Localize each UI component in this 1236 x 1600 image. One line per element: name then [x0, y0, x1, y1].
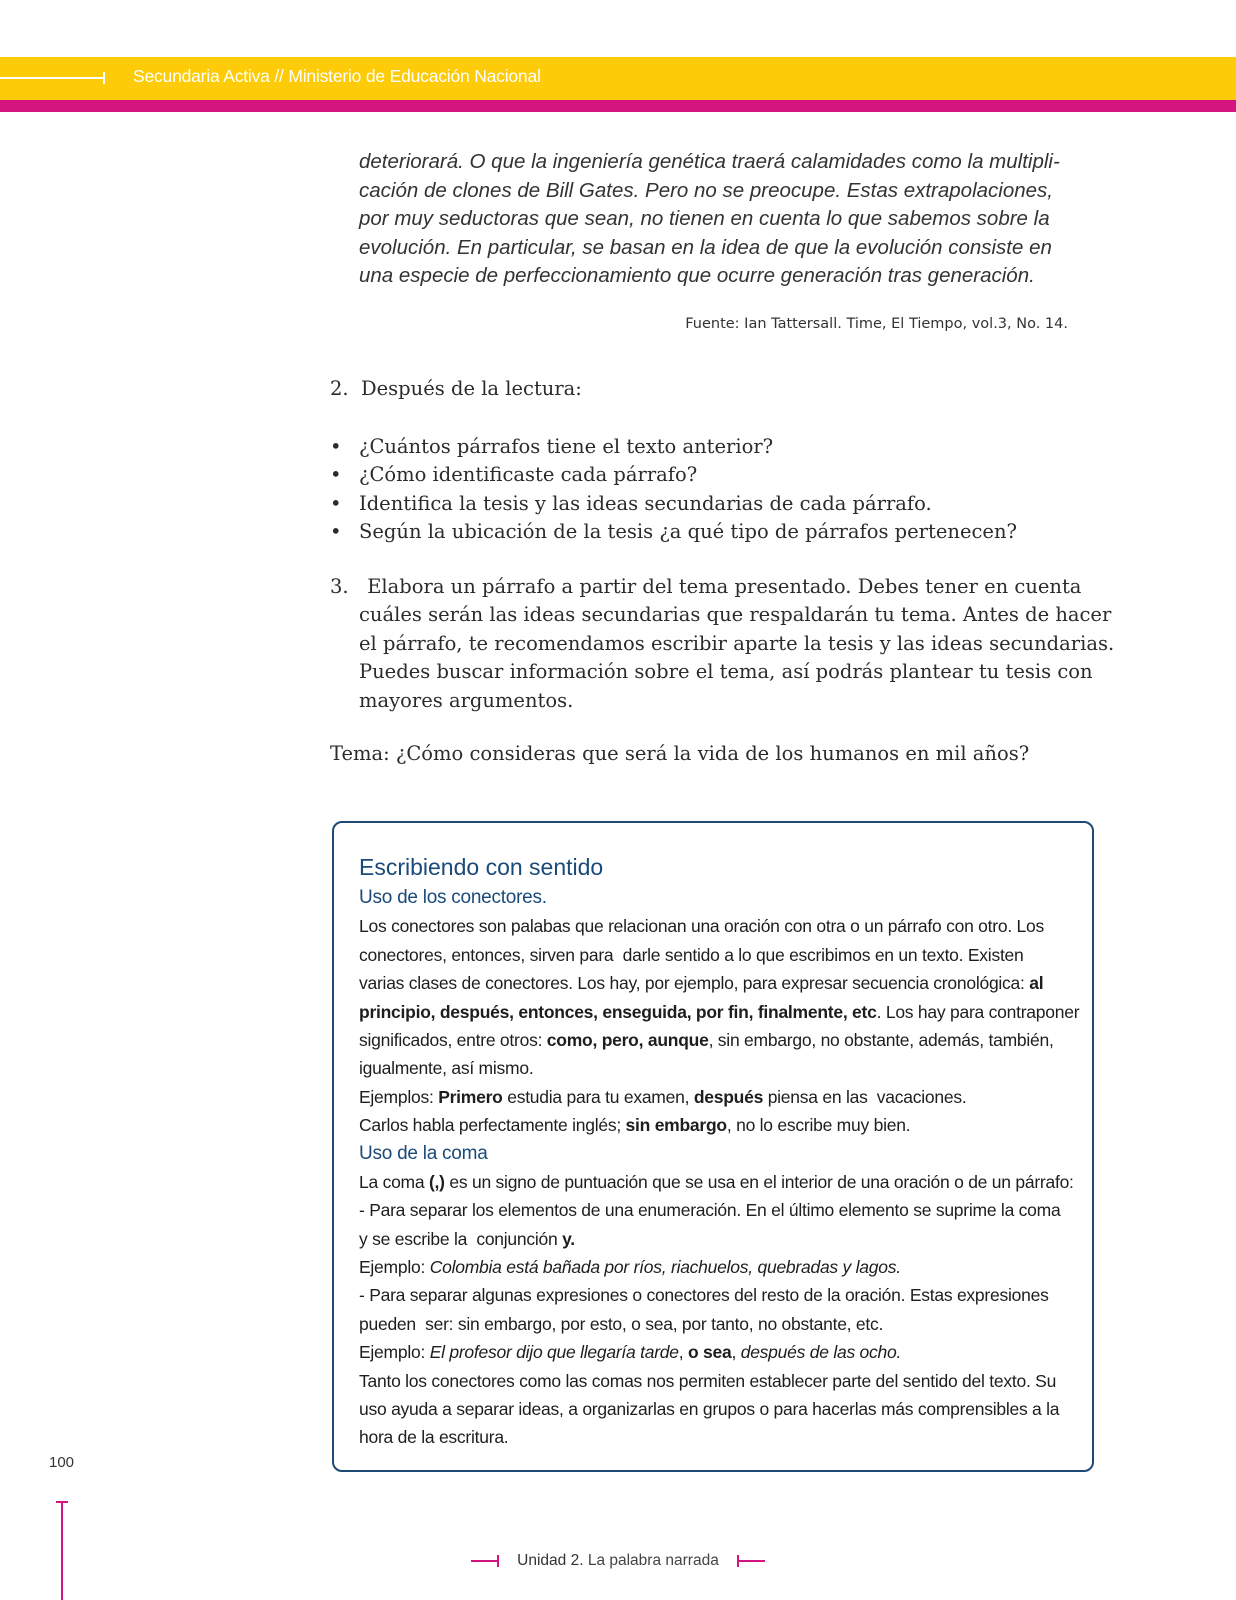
paragraph-line — [359, 1253, 1059, 1281]
header-accent-stripe — [0, 100, 1236, 112]
bold-run: o sea — [687, 1342, 732, 1363]
text-run: piensa en las vacaciones. — [763, 1086, 967, 1107]
list-item — [330, 518, 1017, 546]
question-3-line: el párrafo, te recomendamos escribir aparte la tesis y las ideas secundarias. — [359, 631, 1115, 655]
text-run: Ejemplos: — [359, 1086, 439, 1107]
paragraph-line — [359, 969, 1059, 997]
footer-unit-label — [517, 1552, 719, 1569]
italic-run: Colombia está bañada por ríos, riachuelos, quebradas y lagos. — [429, 1257, 901, 1278]
reading-excerpt — [359, 148, 1071, 291]
list-item-text: ¿Cómo identificaste cada párrafo? — [359, 463, 698, 487]
bold-run: (,) — [428, 1171, 445, 1192]
text-run: es un signo de puntuación que se usa en el interior de una oración o de un párrafo: — [444, 1171, 1074, 1192]
excerpt-line: por muy seductoras que sean, no tienen en cuenta lo que sabemos sobre la — [359, 207, 1050, 230]
question-3-line: 3. Elabora un párrafo a partir del tema presentado. Debes tener en cuenta — [330, 575, 1082, 598]
header-title: Secundaria Activa // Ministerio de Educación Nacional — [133, 66, 541, 86]
bullet-icon: • — [330, 491, 342, 515]
paragraph-line: - Para separar los elementos de una enumeración. En el último elemento se suprime la coma — [359, 1200, 1061, 1221]
question-3-line: mayores argumentos. — [359, 688, 574, 712]
excerpt-line: cación de clones de Bill Gates. Pero no se preocupe. Estas extrapolaciones, — [359, 178, 1053, 202]
text-run: varias clases de conectores. Los hay, por ejemplo, para expresar secuencia cronológica: — [359, 973, 1030, 994]
list-item — [330, 490, 1017, 518]
text-run: Ejemplo: — [359, 1257, 430, 1278]
footer — [0, 1552, 1236, 1570]
topic-prompt: Tema: ¿Cómo consideras que será la vida de los humanos en mil años? — [330, 742, 1030, 765]
paragraph-line: igualmente, así mismo. — [359, 1058, 534, 1079]
margin-rule — [61, 1502, 63, 1600]
paragraph-line: pueden ser: sin embargo, por esto, o sea, por tanto, no obstante, etc. — [359, 1313, 884, 1334]
text-run: significados, entre otros: — [359, 1029, 547, 1050]
bold-run: Primero — [438, 1086, 503, 1107]
paragraph-line — [359, 1338, 1059, 1366]
section-heading-connectors: Uso de los conectores. — [359, 887, 547, 908]
text-run: , — [731, 1342, 741, 1363]
excerpt-line: deteriorará. O que la ingeniería genética traerá calamidades como la multipli- — [359, 150, 1060, 173]
footer-unit-title: La palabra narrada — [587, 1552, 719, 1569]
paragraph-line — [359, 1111, 1059, 1139]
list-item-text: Identifica la tesis y las ideas secundarias de cada párrafo. — [359, 491, 932, 515]
connectors-section — [359, 884, 1080, 1452]
question-3-line: cuáles serán las ideas secundarias que respaldarán tu tema. Antes de hacer — [359, 603, 1112, 627]
bold-run: como, pero, aunque — [546, 1029, 709, 1050]
bold-run: después — [693, 1086, 764, 1107]
paragraph-line — [359, 1168, 1074, 1196]
paragraph-line: hora de la escritura. — [359, 1427, 509, 1448]
paragraph-line — [359, 1026, 1059, 1054]
page-number: 100 — [49, 1454, 75, 1471]
list-item — [330, 461, 1017, 489]
excerpt-line: evolución. En particular, se basan en la idea de que la evolución consiste en — [359, 235, 1052, 259]
text-run: Ejemplo: — [359, 1342, 430, 1363]
paragraph-line: - Para separar algunas expresiones o conectores del resto de la oración. Estas expresiones — [359, 1285, 1049, 1306]
paragraph-line — [359, 1083, 1059, 1111]
box-title: Escribiendo con sentido — [359, 854, 604, 880]
text-run: y se escribe la conjunción — [359, 1228, 563, 1249]
text-run: , sin embargo, no obstante, además, también, — [708, 1029, 1054, 1050]
paragraph-line — [359, 1225, 1059, 1253]
bullet-icon: • — [330, 519, 342, 543]
footer-unit: Unidad 2. — [517, 1552, 584, 1569]
excerpt-line: una especie de perfeccionamiento que ocurre generación tras generación. — [359, 264, 1035, 287]
italic-run: después de las ocho. — [740, 1342, 902, 1363]
question-2-list — [330, 433, 1017, 546]
paragraph-line: Tanto los conectores como las comas nos permiten establecer parte del sentido del texto. Su — [359, 1370, 1057, 1391]
list-item-text: ¿Cuántos párrafos tiene el texto anterior? — [359, 435, 774, 458]
excerpt-source: Fuente: Ian Tattersall. Time, El Tiempo, vol.3, No. 14. — [685, 316, 1068, 332]
header-rule-tick — [103, 72, 105, 84]
paragraph-line: conectores, entonces, sirven para darle sentido a lo que escribimos en un texto. Existen — [359, 944, 1024, 965]
text-run: La coma — [359, 1171, 429, 1192]
text-run: , no lo escribe muy bien. — [726, 1115, 911, 1136]
italic-run: El profesor dijo que llegaría tarde — [429, 1342, 679, 1363]
list-item — [330, 433, 1017, 461]
bullet-icon: • — [330, 463, 342, 487]
bullet-icon: • — [330, 435, 342, 458]
paragraph-line — [359, 998, 1080, 1026]
paragraph-line: uso ayuda a separar ideas, a organizarlas en grupos o para hacerlas más comprensibles a la — [359, 1399, 1060, 1420]
bold-run: principio, después, entonces, enseguida, por fin, finalmente, etc — [359, 1001, 877, 1022]
text-run: Carlos habla perfectamente inglés; — [359, 1115, 626, 1136]
list-item-text: Según la ubicación de la tesis ¿a qué tipo de párrafos pertenecen? — [359, 519, 1017, 543]
section-heading-comma: Uso de la coma — [359, 1142, 488, 1164]
bold-run: sin embargo — [625, 1115, 727, 1136]
header-rule — [0, 77, 104, 79]
question-3-line: Puedes buscar información sobre el tema, así podrás plantear tu tesis con — [359, 660, 1093, 684]
footer-rule-left — [471, 1560, 499, 1562]
text-run: , — [678, 1342, 688, 1363]
footer-rule-right — [737, 1560, 765, 1562]
question-2: 2. Después de la lectura: — [330, 377, 582, 400]
text-run: . Los hay para contraponer — [876, 1001, 1080, 1022]
bold-run: y. — [562, 1228, 575, 1249]
bold-run: al — [1029, 973, 1044, 994]
paragraph-line: Los conectores son palabas que relacionan una oración con otra o un párrafo con otro. Los — [359, 916, 1045, 937]
text-run: estudia para tu examen, — [502, 1086, 694, 1107]
question-3 — [330, 573, 1115, 715]
